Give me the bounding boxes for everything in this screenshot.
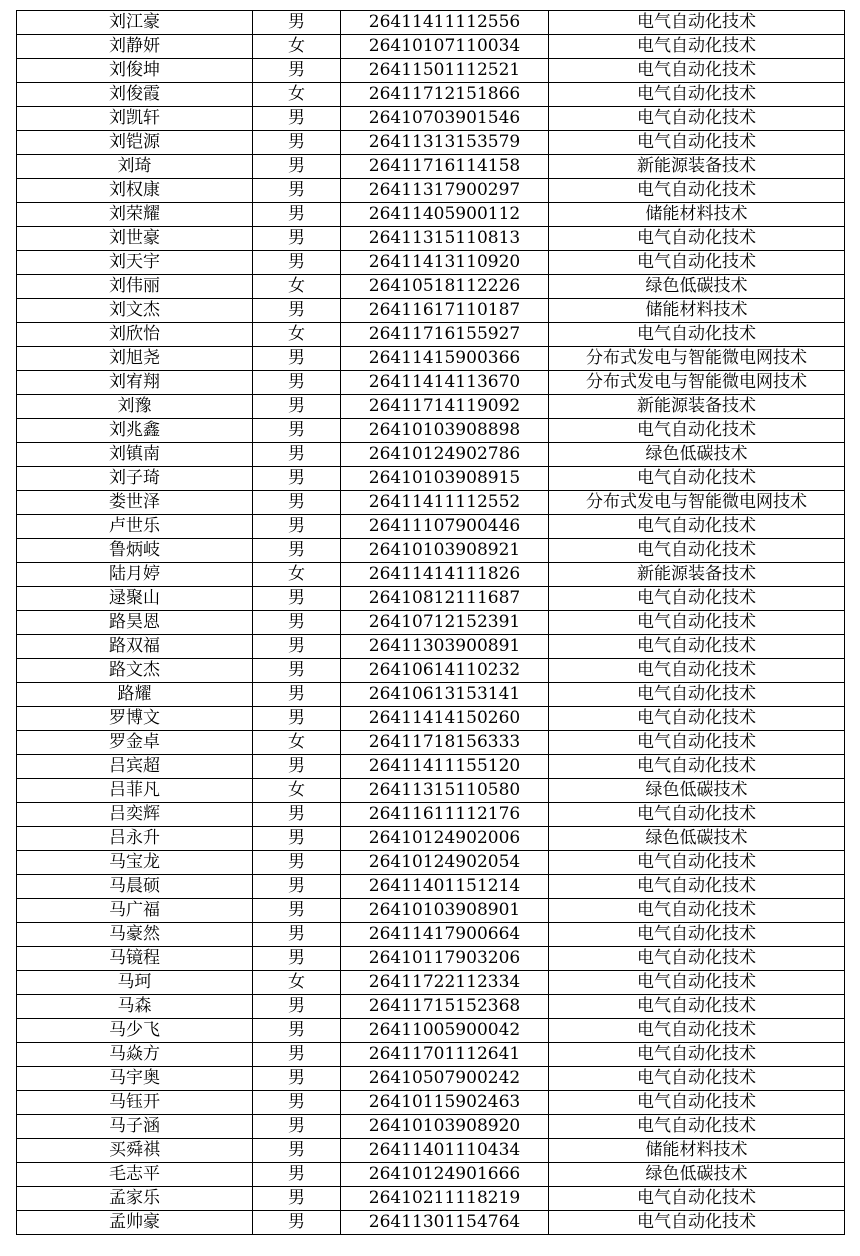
- gender-cell: 女: [253, 971, 341, 995]
- student-id-cell: 26410712152391: [341, 611, 549, 635]
- gender-cell: 女: [253, 83, 341, 107]
- major-cell: 电气自动化技术: [549, 1091, 845, 1115]
- major-cell: 电气自动化技术: [549, 1115, 845, 1139]
- table-row: [17, 803, 845, 827]
- gender-cell: 男: [253, 419, 341, 443]
- student-name-cell: 刘兆鑫: [17, 419, 253, 443]
- student-id-cell: 26411411112552: [341, 491, 549, 515]
- major-cell: 电气自动化技术: [549, 875, 845, 899]
- major-cell: 电气自动化技术: [549, 227, 845, 251]
- table-row: [17, 299, 845, 323]
- student-name-cell: 路耀: [17, 683, 253, 707]
- student-id-cell: 26411712151866: [341, 83, 549, 107]
- student-id-cell: 26411414111826: [341, 563, 549, 587]
- gender-cell: 男: [253, 11, 341, 35]
- gender-cell: 男: [253, 1187, 341, 1211]
- gender-cell: 男: [253, 515, 341, 539]
- major-cell: 电气自动化技术: [549, 803, 845, 827]
- gender-cell: 男: [253, 803, 341, 827]
- student-name-cell: 刘俊霞: [17, 83, 253, 107]
- student-name-cell: 刘镇南: [17, 443, 253, 467]
- gender-cell: 男: [253, 251, 341, 275]
- student-name-cell: 刘权康: [17, 179, 253, 203]
- table-row: [17, 227, 845, 251]
- major-cell: 电气自动化技术: [549, 923, 845, 947]
- table-row: [17, 899, 845, 923]
- table-row: [17, 1187, 845, 1211]
- student-id-cell: 26411701112641: [341, 1043, 549, 1067]
- major-cell: 电气自动化技术: [549, 251, 845, 275]
- student-id-cell: 26410103908921: [341, 539, 549, 563]
- major-cell: 电气自动化技术: [549, 515, 845, 539]
- table-row: [17, 515, 845, 539]
- student-name-cell: 刘铠源: [17, 131, 253, 155]
- table-row: [17, 11, 845, 35]
- student-name-cell: 刘琦: [17, 155, 253, 179]
- student-name-cell: 刘文杰: [17, 299, 253, 323]
- table-row: [17, 347, 845, 371]
- gender-cell: 男: [253, 1067, 341, 1091]
- table-row: [17, 947, 845, 971]
- gender-cell: 男: [253, 131, 341, 155]
- student-id-cell: 26411716114158: [341, 155, 549, 179]
- table-row: [17, 275, 845, 299]
- major-cell: 绿色低碳技术: [549, 443, 845, 467]
- student-id-cell: 26411414150260: [341, 707, 549, 731]
- student-name-cell: 买舜祺: [17, 1139, 253, 1163]
- table-row: [17, 179, 845, 203]
- gender-cell: 男: [253, 1019, 341, 1043]
- student-name-cell: 路双福: [17, 635, 253, 659]
- major-cell: 新能源装备技术: [549, 155, 845, 179]
- student-id-cell: 26411107900446: [341, 515, 549, 539]
- gender-cell: 男: [253, 995, 341, 1019]
- student-id-cell: 26411413110920: [341, 251, 549, 275]
- student-name-cell: 刘旭尧: [17, 347, 253, 371]
- student-id-cell: 26411722112334: [341, 971, 549, 995]
- gender-cell: 男: [253, 299, 341, 323]
- student-id-cell: 26410518112226: [341, 275, 549, 299]
- table-row: [17, 611, 845, 635]
- major-cell: 电气自动化技术: [549, 131, 845, 155]
- student-name-cell: 吕菲凡: [17, 779, 253, 803]
- student-id-cell: 26411401110434: [341, 1139, 549, 1163]
- major-cell: 分布式发电与智能微电网技术: [549, 347, 845, 371]
- student-name-cell: 刘天宇: [17, 251, 253, 275]
- gender-cell: 男: [253, 635, 341, 659]
- major-cell: 电气自动化技术: [549, 11, 845, 35]
- major-cell: 电气自动化技术: [549, 587, 845, 611]
- gender-cell: 男: [253, 707, 341, 731]
- gender-cell: 男: [253, 899, 341, 923]
- table-row: [17, 995, 845, 1019]
- gender-cell: 男: [253, 1043, 341, 1067]
- table-row: [17, 131, 845, 155]
- student-id-cell: 26411315110813: [341, 227, 549, 251]
- major-cell: 电气自动化技术: [549, 899, 845, 923]
- gender-cell: 男: [253, 1091, 341, 1115]
- student-id-cell: 26410124902786: [341, 443, 549, 467]
- gender-cell: 男: [253, 347, 341, 371]
- gender-cell: 男: [253, 947, 341, 971]
- gender-cell: 男: [253, 923, 341, 947]
- gender-cell: 男: [253, 683, 341, 707]
- student-name-cell: 马子涵: [17, 1115, 253, 1139]
- major-cell: 绿色低碳技术: [549, 779, 845, 803]
- table-row: [17, 683, 845, 707]
- student-id-cell: 26411714119092: [341, 395, 549, 419]
- student-id-cell: 26410124902054: [341, 851, 549, 875]
- major-cell: 新能源装备技术: [549, 395, 845, 419]
- table-row: [17, 875, 845, 899]
- major-cell: 储能材料技术: [549, 203, 845, 227]
- table-row: [17, 59, 845, 83]
- table-row: [17, 1211, 845, 1235]
- student-name-cell: 马钰开: [17, 1091, 253, 1115]
- student-name-cell: 马晨硕: [17, 875, 253, 899]
- student-name-cell: 刘静妍: [17, 35, 253, 59]
- student-id-cell: 26410812111687: [341, 587, 549, 611]
- major-cell: 电气自动化技术: [549, 1019, 845, 1043]
- table-row: [17, 1043, 845, 1067]
- student-name-cell: 陆月婷: [17, 563, 253, 587]
- table-row: [17, 419, 845, 443]
- major-cell: 储能材料技术: [549, 299, 845, 323]
- student-id-cell: 26411611112176: [341, 803, 549, 827]
- major-cell: 电气自动化技术: [549, 659, 845, 683]
- table-row: [17, 203, 845, 227]
- table-row: [17, 707, 845, 731]
- gender-cell: 男: [253, 395, 341, 419]
- table-row: [17, 155, 845, 179]
- gender-cell: 男: [253, 539, 341, 563]
- student-id-cell: 26410103908920: [341, 1115, 549, 1139]
- student-id-cell: 26410124902006: [341, 827, 549, 851]
- student-name-cell: 马镜程: [17, 947, 253, 971]
- table-row: [17, 83, 845, 107]
- student-name-cell: 吕永升: [17, 827, 253, 851]
- major-cell: 电气自动化技术: [549, 707, 845, 731]
- gender-cell: 男: [253, 1211, 341, 1235]
- major-cell: 电气自动化技术: [549, 35, 845, 59]
- major-cell: 分布式发电与智能微电网技术: [549, 491, 845, 515]
- student-id-cell: 26411411155120: [341, 755, 549, 779]
- major-cell: 电气自动化技术: [549, 179, 845, 203]
- student-name-cell: 刘江豪: [17, 11, 253, 35]
- student-name-cell: 毛志平: [17, 1163, 253, 1187]
- student-id-cell: 26411617110187: [341, 299, 549, 323]
- student-roster-table: [16, 10, 845, 1235]
- student-name-cell: 马宇奥: [17, 1067, 253, 1091]
- student-id-cell: 26411313153579: [341, 131, 549, 155]
- student-id-cell: 26411718156333: [341, 731, 549, 755]
- table-row: [17, 755, 845, 779]
- major-cell: 绿色低碳技术: [549, 1163, 845, 1187]
- major-cell: 绿色低碳技术: [549, 827, 845, 851]
- student-id-cell: 26410117903206: [341, 947, 549, 971]
- gender-cell: 男: [253, 875, 341, 899]
- student-name-cell: 马豪然: [17, 923, 253, 947]
- student-id-cell: 26410107110034: [341, 35, 549, 59]
- student-id-cell: 26411315110580: [341, 779, 549, 803]
- student-id-cell: 26410103908898: [341, 419, 549, 443]
- gender-cell: 男: [253, 467, 341, 491]
- student-name-cell: 刘凯轩: [17, 107, 253, 131]
- table-row: [17, 491, 845, 515]
- major-cell: 电气自动化技术: [549, 1211, 845, 1235]
- student-name-cell: 孟帅豪: [17, 1211, 253, 1235]
- gender-cell: 男: [253, 659, 341, 683]
- student-id-cell: 26411317900297: [341, 179, 549, 203]
- table-row: [17, 1091, 845, 1115]
- student-id-cell: 26411401151214: [341, 875, 549, 899]
- student-name-cell: 刘俊坤: [17, 59, 253, 83]
- student-name-cell: 刘荣耀: [17, 203, 253, 227]
- student-name-cell: 路昊恩: [17, 611, 253, 635]
- major-cell: 电气自动化技术: [549, 947, 845, 971]
- gender-cell: 女: [253, 35, 341, 59]
- gender-cell: 男: [253, 827, 341, 851]
- gender-cell: 男: [253, 443, 341, 467]
- student-id-cell: 26410703901546: [341, 107, 549, 131]
- student-name-cell: 罗博文: [17, 707, 253, 731]
- table-row: [17, 35, 845, 59]
- student-name-cell: 刘世豪: [17, 227, 253, 251]
- student-id-cell: 26410103908915: [341, 467, 549, 491]
- student-id-cell: 26411414113670: [341, 371, 549, 395]
- gender-cell: 男: [253, 203, 341, 227]
- student-name-cell: 路文杰: [17, 659, 253, 683]
- table-row: [17, 635, 845, 659]
- major-cell: 电气自动化技术: [549, 59, 845, 83]
- student-name-cell: 吕宾超: [17, 755, 253, 779]
- major-cell: 储能材料技术: [549, 1139, 845, 1163]
- student-id-cell: 26411005900042: [341, 1019, 549, 1043]
- gender-cell: 男: [253, 491, 341, 515]
- major-cell: 电气自动化技术: [549, 467, 845, 491]
- student-name-cell: 刘伟丽: [17, 275, 253, 299]
- student-name-cell: 马广福: [17, 899, 253, 923]
- gender-cell: 男: [253, 1115, 341, 1139]
- student-id-cell: 26411415900366: [341, 347, 549, 371]
- table-row: [17, 563, 845, 587]
- table-row: [17, 779, 845, 803]
- table-row: [17, 1067, 845, 1091]
- major-cell: 电气自动化技术: [549, 1187, 845, 1211]
- major-cell: 电气自动化技术: [549, 683, 845, 707]
- gender-cell: 男: [253, 371, 341, 395]
- student-name-cell: 逯聚山: [17, 587, 253, 611]
- gender-cell: 男: [253, 59, 341, 83]
- roster-body: [17, 11, 845, 1235]
- student-id-cell: 26411411112556: [341, 11, 549, 35]
- student-id-cell: 26410507900242: [341, 1067, 549, 1091]
- student-id-cell: 26410614110232: [341, 659, 549, 683]
- table-row: [17, 107, 845, 131]
- student-name-cell: 刘子琦: [17, 467, 253, 491]
- gender-cell: 女: [253, 563, 341, 587]
- student-id-cell: 26411501112521: [341, 59, 549, 83]
- student-name-cell: 马少飞: [17, 1019, 253, 1043]
- student-id-cell: 26410103908901: [341, 899, 549, 923]
- student-id-cell: 26410211118219: [341, 1187, 549, 1211]
- student-id-cell: 26410613153141: [341, 683, 549, 707]
- table-row: [17, 323, 845, 347]
- major-cell: 分布式发电与智能微电网技术: [549, 371, 845, 395]
- student-name-cell: 卢世乐: [17, 515, 253, 539]
- student-name-cell: 孟家乐: [17, 1187, 253, 1211]
- major-cell: 电气自动化技术: [549, 1043, 845, 1067]
- table-row: [17, 971, 845, 995]
- major-cell: 新能源装备技术: [549, 563, 845, 587]
- table-row: [17, 851, 845, 875]
- gender-cell: 男: [253, 851, 341, 875]
- gender-cell: 男: [253, 1139, 341, 1163]
- table-row: [17, 1115, 845, 1139]
- major-cell: 电气自动化技术: [549, 635, 845, 659]
- major-cell: 电气自动化技术: [549, 1067, 845, 1091]
- gender-cell: 男: [253, 179, 341, 203]
- gender-cell: 女: [253, 779, 341, 803]
- major-cell: 电气自动化技术: [549, 539, 845, 563]
- table-row: [17, 659, 845, 683]
- major-cell: 电气自动化技术: [549, 323, 845, 347]
- student-name-cell: 马焱方: [17, 1043, 253, 1067]
- major-cell: 电气自动化技术: [549, 995, 845, 1019]
- table-row: [17, 587, 845, 611]
- gender-cell: 女: [253, 731, 341, 755]
- gender-cell: 男: [253, 587, 341, 611]
- table-row: [17, 467, 845, 491]
- gender-cell: 男: [253, 227, 341, 251]
- student-id-cell: 26411405900112: [341, 203, 549, 227]
- gender-cell: 男: [253, 755, 341, 779]
- table-row: [17, 1163, 845, 1187]
- gender-cell: 男: [253, 155, 341, 179]
- student-id-cell: 26411716155927: [341, 323, 549, 347]
- student-name-cell: 刘宥翔: [17, 371, 253, 395]
- table-row: [17, 827, 845, 851]
- table-row: [17, 1019, 845, 1043]
- major-cell: 电气自动化技术: [549, 755, 845, 779]
- table-row: [17, 731, 845, 755]
- student-name-cell: 吕奕辉: [17, 803, 253, 827]
- major-cell: 绿色低碳技术: [549, 275, 845, 299]
- major-cell: 电气自动化技术: [549, 611, 845, 635]
- gender-cell: 男: [253, 1163, 341, 1187]
- student-id-cell: 26411301154764: [341, 1211, 549, 1235]
- major-cell: 电气自动化技术: [549, 971, 845, 995]
- major-cell: 电气自动化技术: [549, 851, 845, 875]
- gender-cell: 女: [253, 275, 341, 299]
- table-row: [17, 539, 845, 563]
- student-id-cell: 26410124901666: [341, 1163, 549, 1187]
- student-name-cell: 马珂: [17, 971, 253, 995]
- student-name-cell: 刘豫: [17, 395, 253, 419]
- student-name-cell: 罗金卓: [17, 731, 253, 755]
- gender-cell: 女: [253, 323, 341, 347]
- major-cell: 电气自动化技术: [549, 419, 845, 443]
- table-row: [17, 1139, 845, 1163]
- major-cell: 电气自动化技术: [549, 107, 845, 131]
- table-row: [17, 251, 845, 275]
- table-row: [17, 923, 845, 947]
- table-row: [17, 371, 845, 395]
- student-id-cell: 26411303900891: [341, 635, 549, 659]
- student-id-cell: 26411417900664: [341, 923, 549, 947]
- gender-cell: 男: [253, 107, 341, 131]
- student-name-cell: 鲁炳岐: [17, 539, 253, 563]
- major-cell: 电气自动化技术: [549, 83, 845, 107]
- gender-cell: 男: [253, 611, 341, 635]
- table-row: [17, 395, 845, 419]
- student-name-cell: 马森: [17, 995, 253, 1019]
- major-cell: 电气自动化技术: [549, 731, 845, 755]
- table-row: [17, 443, 845, 467]
- student-id-cell: 26411715152368: [341, 995, 549, 1019]
- student-name-cell: 刘欣怡: [17, 323, 253, 347]
- student-name-cell: 娄世泽: [17, 491, 253, 515]
- student-id-cell: 26410115902463: [341, 1091, 549, 1115]
- student-name-cell: 马宝龙: [17, 851, 253, 875]
